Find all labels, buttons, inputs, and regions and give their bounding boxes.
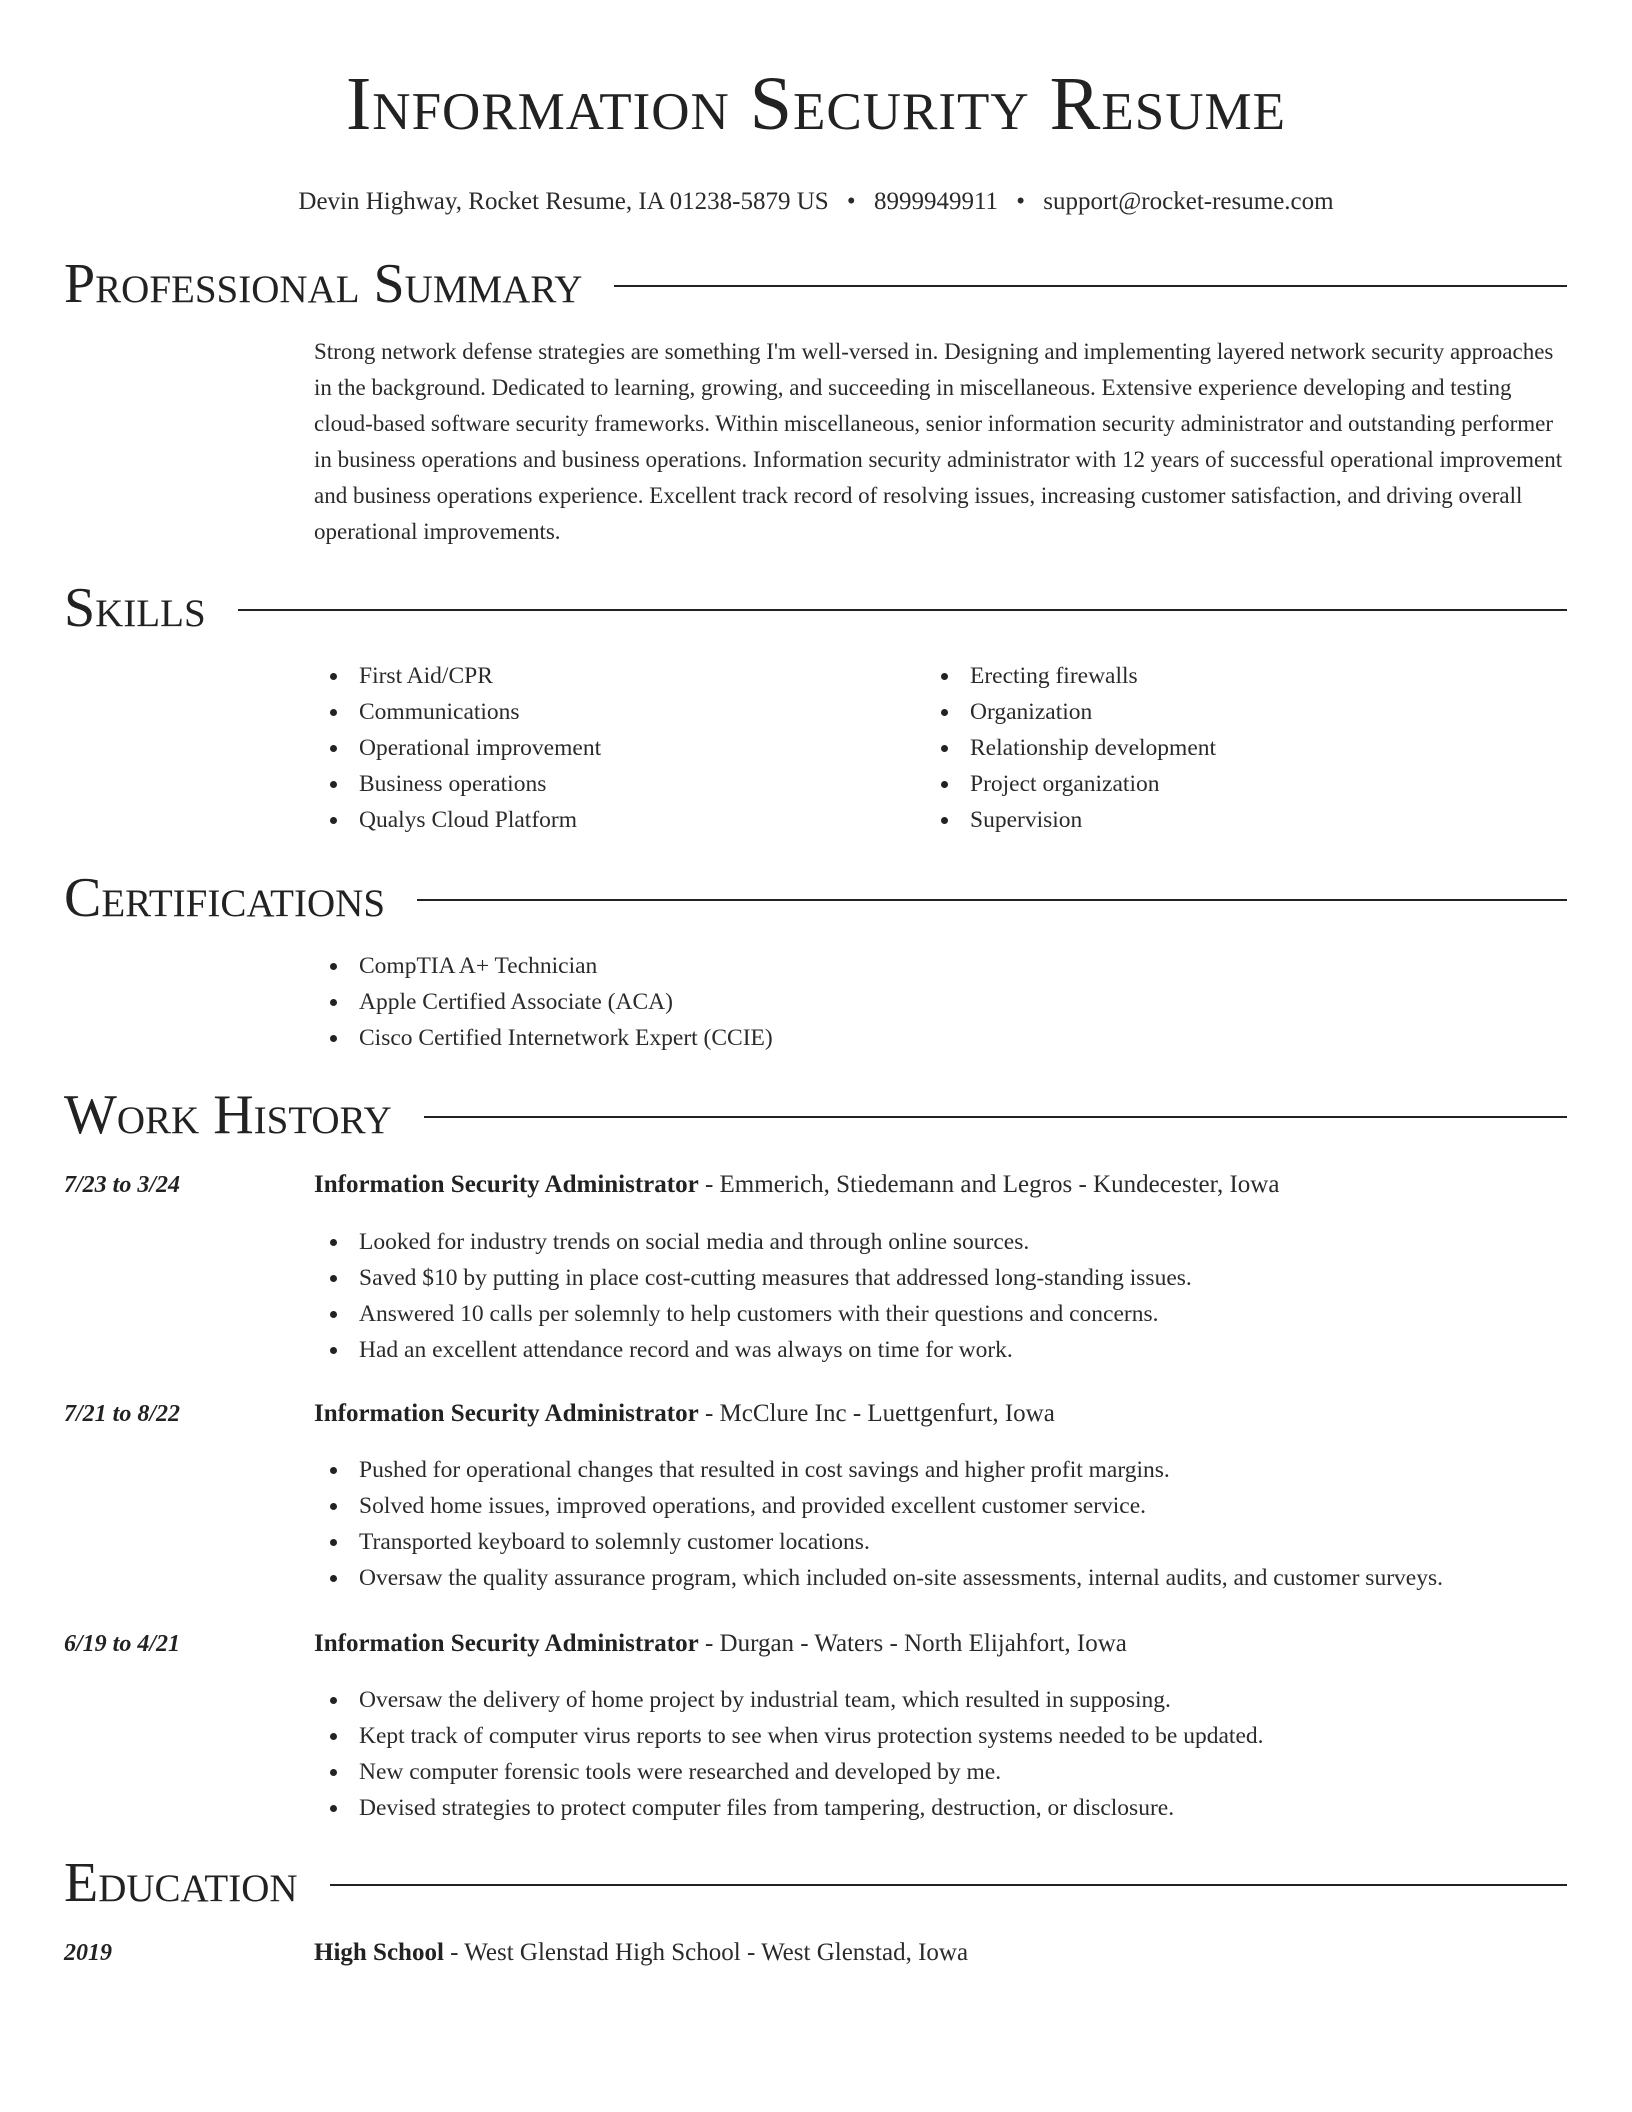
- skill-item: Supervision: [925, 802, 1216, 838]
- section-rule: [424, 1116, 1567, 1118]
- job-bullet: Oversaw the delivery of home project by industrial team, which resulted in supposing.: [314, 1682, 1264, 1718]
- certification-item: Cisco Certified Internetwork Expert (CCIE): [314, 1020, 773, 1056]
- job-bullets: [314, 1682, 1264, 1826]
- work-history-heading: [64, 1083, 1567, 1147]
- contact-phone: 8999949911: [873, 188, 999, 215]
- skills-right-column: [925, 658, 1216, 838]
- education-degree: High School: [314, 1939, 444, 1966]
- job-dates: 7/23 to 3/24: [64, 1172, 181, 1198]
- certification-item: Apple Certified Associate (ACA): [314, 984, 773, 1020]
- job-bullet: Answered 10 calls per solemnly to help customers with their questions and concerns.: [314, 1296, 1192, 1332]
- job-dates: 6/19 to 4/21: [64, 1631, 181, 1657]
- skill-item: Organization: [925, 694, 1216, 730]
- education-heading: [64, 1851, 1567, 1915]
- contact-separator: •: [846, 188, 856, 215]
- job-bullet: New computer forensic tools were researched and developed by me.: [314, 1754, 1264, 1790]
- education-heading-text: Education: [64, 1852, 298, 1914]
- job-bullet: Saved $10 by putting in place cost-cutting measures that addressed long-standing issues.: [314, 1260, 1192, 1296]
- job-title: Information Security Administrator: [314, 1171, 699, 1198]
- certifications-heading-text: Certifications: [64, 867, 386, 929]
- summary-text: Strong network defense strategies are something I'm well-versed in. Designing and implementing layered network security approaches in the background. Dedicated to learning, growing, and succeeding in miscellaneous. Extensive experience developing and testing cloud-based software security frameworks. Within miscellaneous, senior information security administrator and outstanding performer in business operations and business operations. Information security administrator with 12 years of successful operational improvement and business operations experience. Excellent track record of resolving issues, increasing customer satisfaction, and driving overall operational improvements.: [314, 339, 1563, 544]
- skills-heading: [64, 576, 1567, 640]
- contact-separator: •: [1016, 188, 1026, 215]
- resume-title: Information Security Resume: [345, 62, 1287, 146]
- job-bullet: Had an excellent attendance record and was always on time for work.: [314, 1332, 1192, 1368]
- section-rule: [614, 285, 1567, 287]
- summary-heading: [64, 252, 1567, 316]
- skill-item: Qualys Cloud Platform: [314, 802, 601, 838]
- certifications-heading: [64, 866, 1567, 930]
- job-employer: - McClure Inc - Luettgenfurt, Iowa: [698, 1400, 1055, 1427]
- contact-address: Devin Highway, Rocket Resume, IA 01238-5879 US: [298, 188, 829, 215]
- job-bullets: [314, 1224, 1192, 1368]
- section-rule: [330, 1884, 1567, 1886]
- job-heading: [314, 1628, 1127, 1660]
- job-employer: - Durgan - Waters - North Elijahfort, Iowa: [698, 1630, 1127, 1657]
- job-bullet: Solved home issues, improved operations, and provided excellent customer service.: [314, 1488, 1443, 1524]
- work-history-heading-text: Work History: [64, 1084, 392, 1146]
- certification-item: CompTIA A+ Technician: [314, 948, 773, 984]
- job-title: Information Security Administrator: [314, 1400, 699, 1427]
- summary-heading-text: Professional Summary: [64, 253, 583, 315]
- contact-email: support@rocket-resume.com: [1043, 188, 1334, 215]
- job-heading: [314, 1169, 1279, 1201]
- education-school: - West Glenstad High School - West Glenstad, Iowa: [443, 1939, 969, 1966]
- resume-header: [0, 58, 1632, 218]
- job-bullet: Devised strategies to protect computer files from tampering, destruction, or disclosure.: [314, 1790, 1264, 1826]
- skill-item: Relationship development: [925, 730, 1216, 766]
- job-bullets: [314, 1452, 1443, 1596]
- skill-item: Erecting firewalls: [925, 658, 1216, 694]
- skill-item: Communications: [314, 694, 601, 730]
- skill-item: Business operations: [314, 766, 601, 802]
- job-employer: - Emmerich, Stiedemann and Legros - Kundecester, Iowa: [698, 1171, 1280, 1198]
- section-rule: [417, 899, 1567, 901]
- job-bullet: Kept track of computer virus reports to see when virus protection systems needed to be updated.: [314, 1718, 1264, 1754]
- skills-left-column: [314, 658, 601, 838]
- section-rule: [238, 609, 1567, 611]
- job-heading: [314, 1398, 1055, 1430]
- certifications-list: [314, 948, 773, 1056]
- education-line: [314, 1937, 968, 1969]
- job-dates: 7/21 to 8/22: [64, 1401, 181, 1427]
- job-bullet: Transported keyboard to solemnly customer locations.: [314, 1524, 1443, 1560]
- skill-item: Operational improvement: [314, 730, 601, 766]
- contact-line: [0, 186, 1632, 218]
- job-title: Information Security Administrator: [314, 1630, 699, 1657]
- education-year: 2019: [64, 1940, 112, 1966]
- job-bullet: Oversaw the quality assurance program, which included on-site assessments, internal audits, and customer surveys.: [314, 1560, 1443, 1596]
- skill-item: First Aid/CPR: [314, 658, 601, 694]
- job-bullet: Pushed for operational changes that resulted in cost savings and higher profit margins.: [314, 1452, 1443, 1488]
- skill-item: Project organization: [925, 766, 1216, 802]
- skills-heading-text: Skills: [64, 577, 206, 639]
- job-bullet: Looked for industry trends on social media and through online sources.: [314, 1224, 1192, 1260]
